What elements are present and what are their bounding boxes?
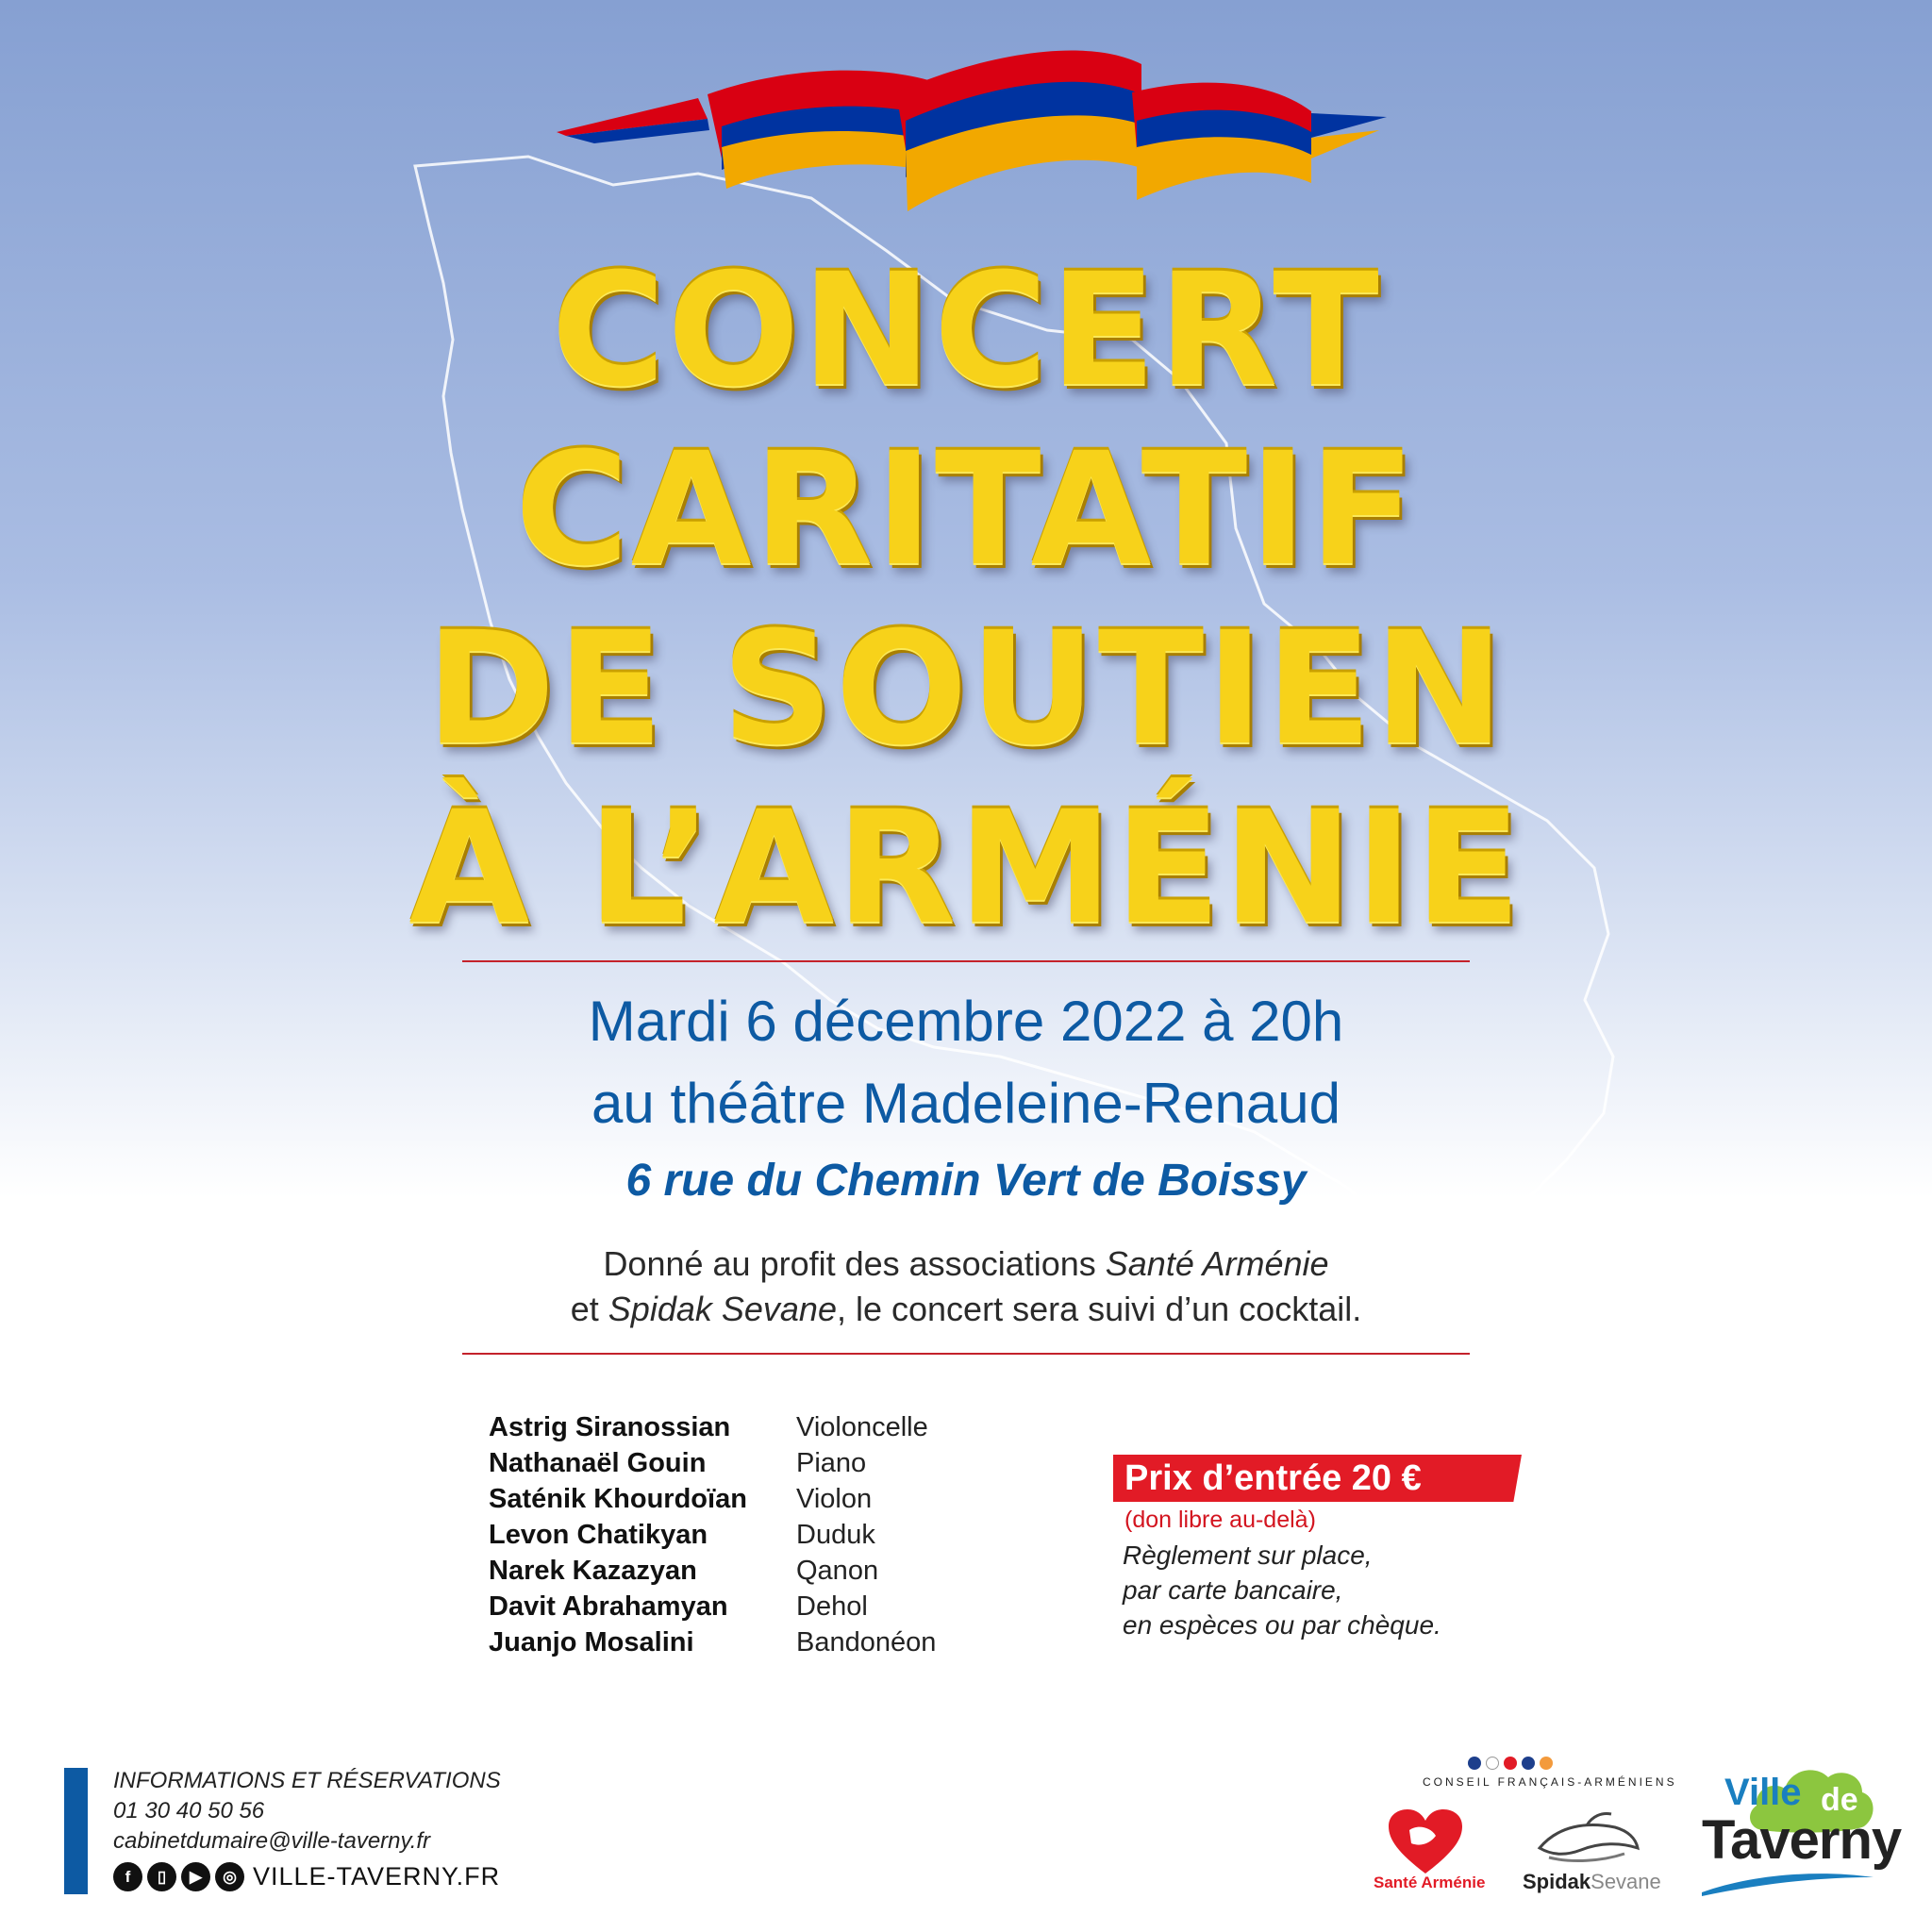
- social-links: [113, 1862, 500, 1894]
- payment-info: [1123, 1538, 1441, 1642]
- event-venue: au théâtre Madeleine-Renaud: [591, 1072, 1341, 1135]
- title-line-4: À L’ARMÉNIE: [408, 777, 1524, 958]
- performer-instrument: Bandonéon: [796, 1627, 937, 1657]
- performer-row: [489, 1481, 936, 1517]
- performer-name: Nathanaël Gouin: [489, 1448, 707, 1478]
- price-label: Prix d’entrée 20 €: [1124, 1458, 1422, 1498]
- contact-phone[interactable]: 01 30 40 50 56: [113, 1798, 265, 1824]
- sevane-word: Sevane: [1591, 1870, 1661, 1893]
- performer-name: Davit Abrahamyan: [489, 1591, 728, 1622]
- facebook-icon[interactable]: f: [113, 1862, 142, 1891]
- description-part2: et: [570, 1290, 608, 1328]
- contact-accent-bar: [64, 1768, 88, 1894]
- association-spidak: Spidak Sevane: [608, 1290, 837, 1328]
- performers-list: [489, 1409, 936, 1660]
- event-date: Mardi 6 décembre 2022 à 20h: [588, 990, 1344, 1053]
- description-part3: , le concert sera suivi d’un cocktail.: [836, 1290, 1362, 1328]
- sante-armenie-logo-text: Santé Arménie: [1374, 1874, 1486, 1891]
- instagram-icon[interactable]: ◎: [215, 1862, 244, 1891]
- performer-row: [489, 1409, 936, 1445]
- taverny-swoosh: [1698, 1864, 1877, 1896]
- title-line-1: CONCERT: [551, 240, 1381, 421]
- armenian-flag-ribbon: [557, 26, 1387, 234]
- contact-email[interactable]: cabinetdumaire@ville-taverny.fr: [113, 1828, 431, 1854]
- performer-name: Juanjo Mosalini: [489, 1627, 694, 1657]
- spidak-sevane-logo-text: [1523, 1870, 1661, 1894]
- performer-instrument: Violoncelle: [796, 1412, 928, 1442]
- payment-line-3: en espèces ou par chèque.: [1123, 1610, 1441, 1640]
- bird-icon: [1530, 1807, 1643, 1874]
- de-logo-text: de: [1821, 1782, 1858, 1818]
- bottom-divider: [462, 1353, 1470, 1355]
- performer-row: [489, 1445, 936, 1481]
- cfa-logo-text: CONSEIL FRANÇAIS-ARMÉNIENS: [1423, 1775, 1677, 1789]
- mobile-icon[interactable]: ▯: [147, 1862, 176, 1891]
- title-line-2: CARITATIF: [514, 419, 1418, 600]
- performer-name: Saténik Khourdoïan: [489, 1484, 747, 1514]
- description-part1: Donné au profit des associations: [603, 1244, 1106, 1283]
- performer-instrument: Piano: [796, 1448, 867, 1478]
- top-divider: [462, 960, 1470, 962]
- performer-name: Astrig Siranossian: [489, 1412, 731, 1442]
- price-note: (don libre au-delà): [1124, 1507, 1316, 1533]
- heart-icon: [1389, 1809, 1462, 1875]
- payment-line-1: Règlement sur place,: [1123, 1541, 1373, 1570]
- title-line-3: DE SOUTIEN: [425, 598, 1507, 779]
- cfa-logo-dots: [1468, 1757, 1557, 1772]
- performer-instrument: Qanon: [796, 1556, 879, 1586]
- performer-instrument: Violon: [796, 1484, 873, 1514]
- performer-name: Narek Kazazyan: [489, 1556, 697, 1586]
- spidak-word: Spidak: [1523, 1870, 1591, 1893]
- performer-row: [489, 1589, 936, 1624]
- taverny-logo-text: Taverny: [1702, 1809, 1902, 1871]
- performer-instrument: Duduk: [796, 1520, 875, 1550]
- performer-instrument: Dehol: [796, 1591, 868, 1622]
- performer-row: [489, 1517, 936, 1553]
- contact-heading: INFORMATIONS ET RÉSERVATIONS: [113, 1768, 501, 1793]
- performer-row: [489, 1624, 936, 1660]
- youtube-icon[interactable]: ▶: [181, 1862, 210, 1891]
- event-description: [0, 1241, 1932, 1332]
- performer-name: Levon Chatikyan: [489, 1520, 708, 1550]
- payment-line-2: par carte bancaire,: [1123, 1575, 1343, 1605]
- website-link[interactable]: VILLE-TAVERNY.FR: [253, 1862, 501, 1890]
- performer-row: [489, 1553, 936, 1589]
- ville-logo-text: Ville: [1724, 1772, 1802, 1813]
- event-address: 6 rue du Chemin Vert de Boissy: [625, 1156, 1307, 1206]
- association-sante: Santé Arménie: [1105, 1244, 1329, 1283]
